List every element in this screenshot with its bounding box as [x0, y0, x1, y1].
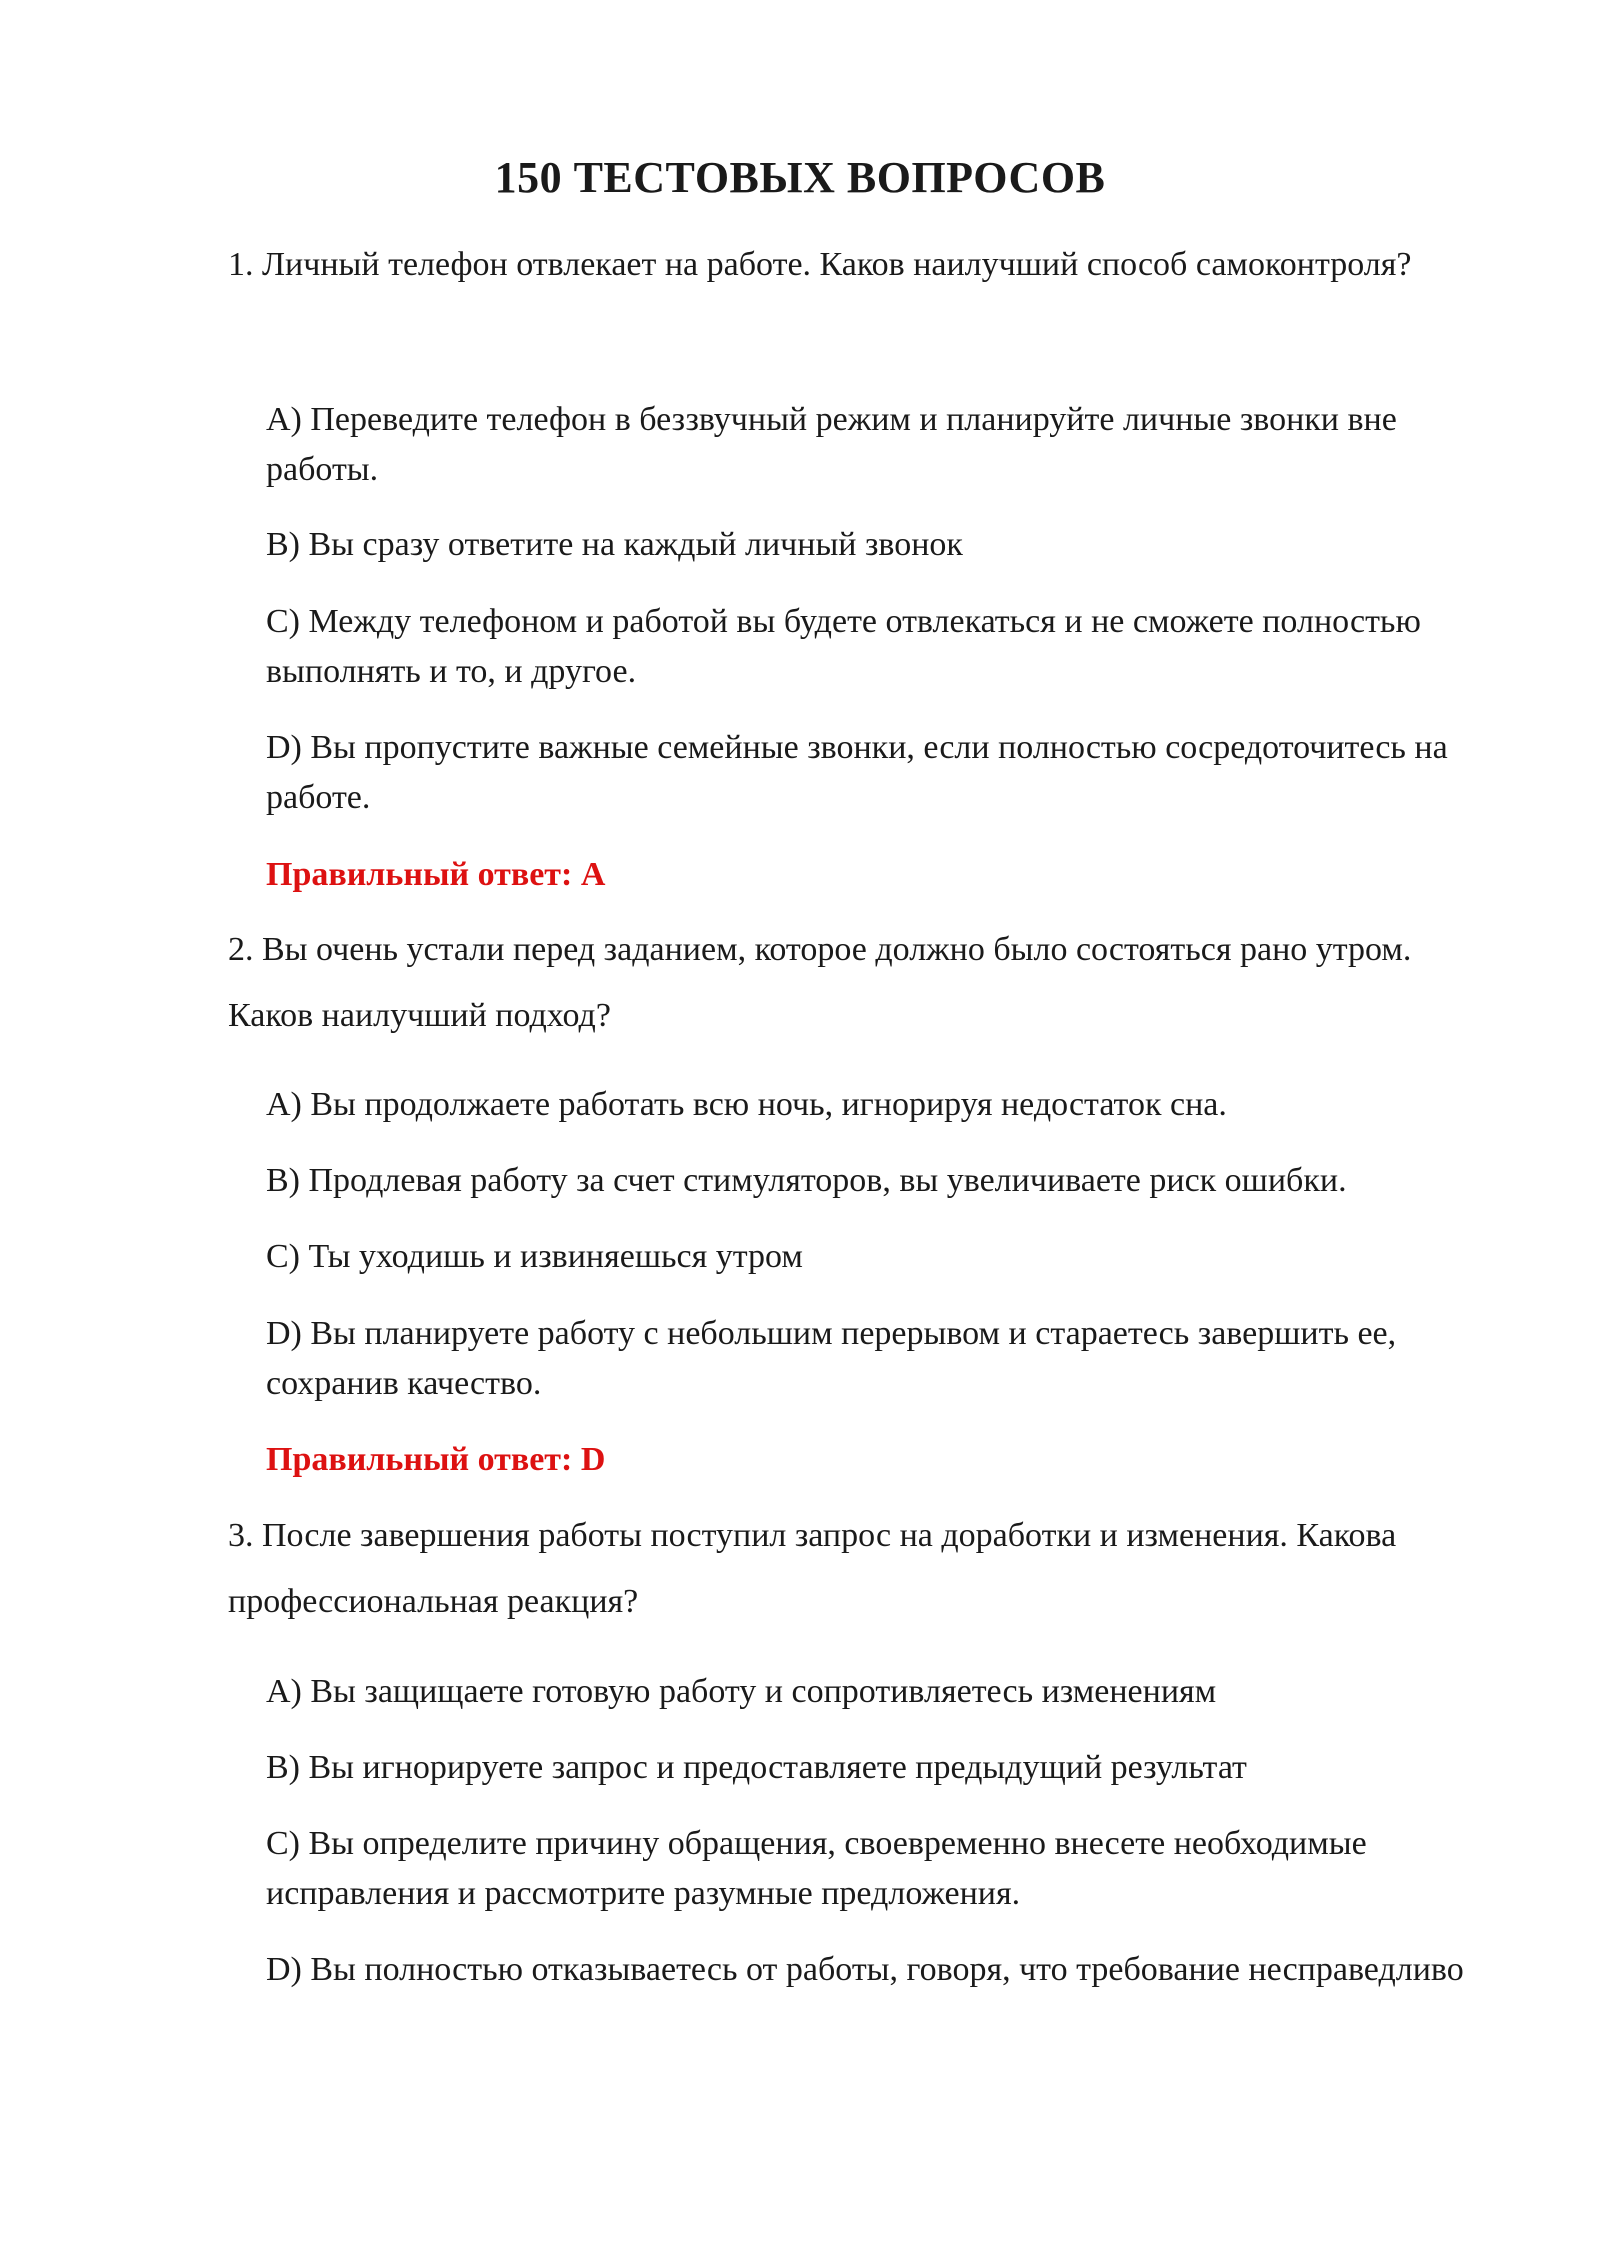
- question-option: D) Вы планируете работу с небольшим перерывом и стараетесь завершить ее, сохранив качество.: [266, 1315, 1397, 1402]
- question-text: 1. Личный телефон отвлекает на работе. Каков наилучший способ самоконтроля?: [228, 246, 1412, 283]
- correct-answer: Правильный ответ: A: [266, 856, 606, 893]
- question-option: A) Переведите телефон в беззвучный режим и планируйте личные звонки вне работы.: [266, 401, 1397, 488]
- document-title: 150 ТЕСТОВЫХ ВОПРОСОВ: [494, 153, 1106, 202]
- question-option: C) Вы определите причину обращения, своевременно внесете необходимые исправления и рассмотрите разумные предложения.: [266, 1825, 1367, 1912]
- correct-answer: Правильный ответ: D: [266, 1441, 606, 1478]
- question-option: C) Между телефоном и работой вы будете отвлекаться и не сможете полностью выполнять и то, и другое.: [266, 603, 1421, 690]
- question-option: C) Ты уходишь и извиняешься утром: [266, 1238, 803, 1275]
- question-option: D) Вы пропустите важные семейные звонки, если полностью сосредоточитесь на работе.: [266, 729, 1448, 816]
- question-option: B) Вы игнорируете запрос и предоставляете предыдущий результат: [266, 1749, 1247, 1786]
- question-option: A) Вы продолжаете работать всю ночь, игнорируя недостаток сна.: [266, 1086, 1227, 1123]
- question-text: 3. После завершения работы поступил запрос на доработки и изменения. Какова профессиональная реакция?: [228, 1517, 1397, 1620]
- question-option: B) Вы сразу ответите на каждый личный звонок: [266, 526, 963, 563]
- question-option: D) Вы полностью отказываетесь от работы, говоря, что требование несправедливо: [266, 1951, 1464, 1988]
- question-option: B) Продлевая работу за счет стимуляторов, вы увеличиваете риск ошибки.: [266, 1162, 1347, 1199]
- question-option: A) Вы защищаете готовую работу и сопротивляетесь изменениям: [266, 1673, 1217, 1710]
- question-text: 2. Вы очень устали перед заданием, которое должно было состояться рано утром. Каков наилучший подход?: [228, 931, 1412, 1034]
